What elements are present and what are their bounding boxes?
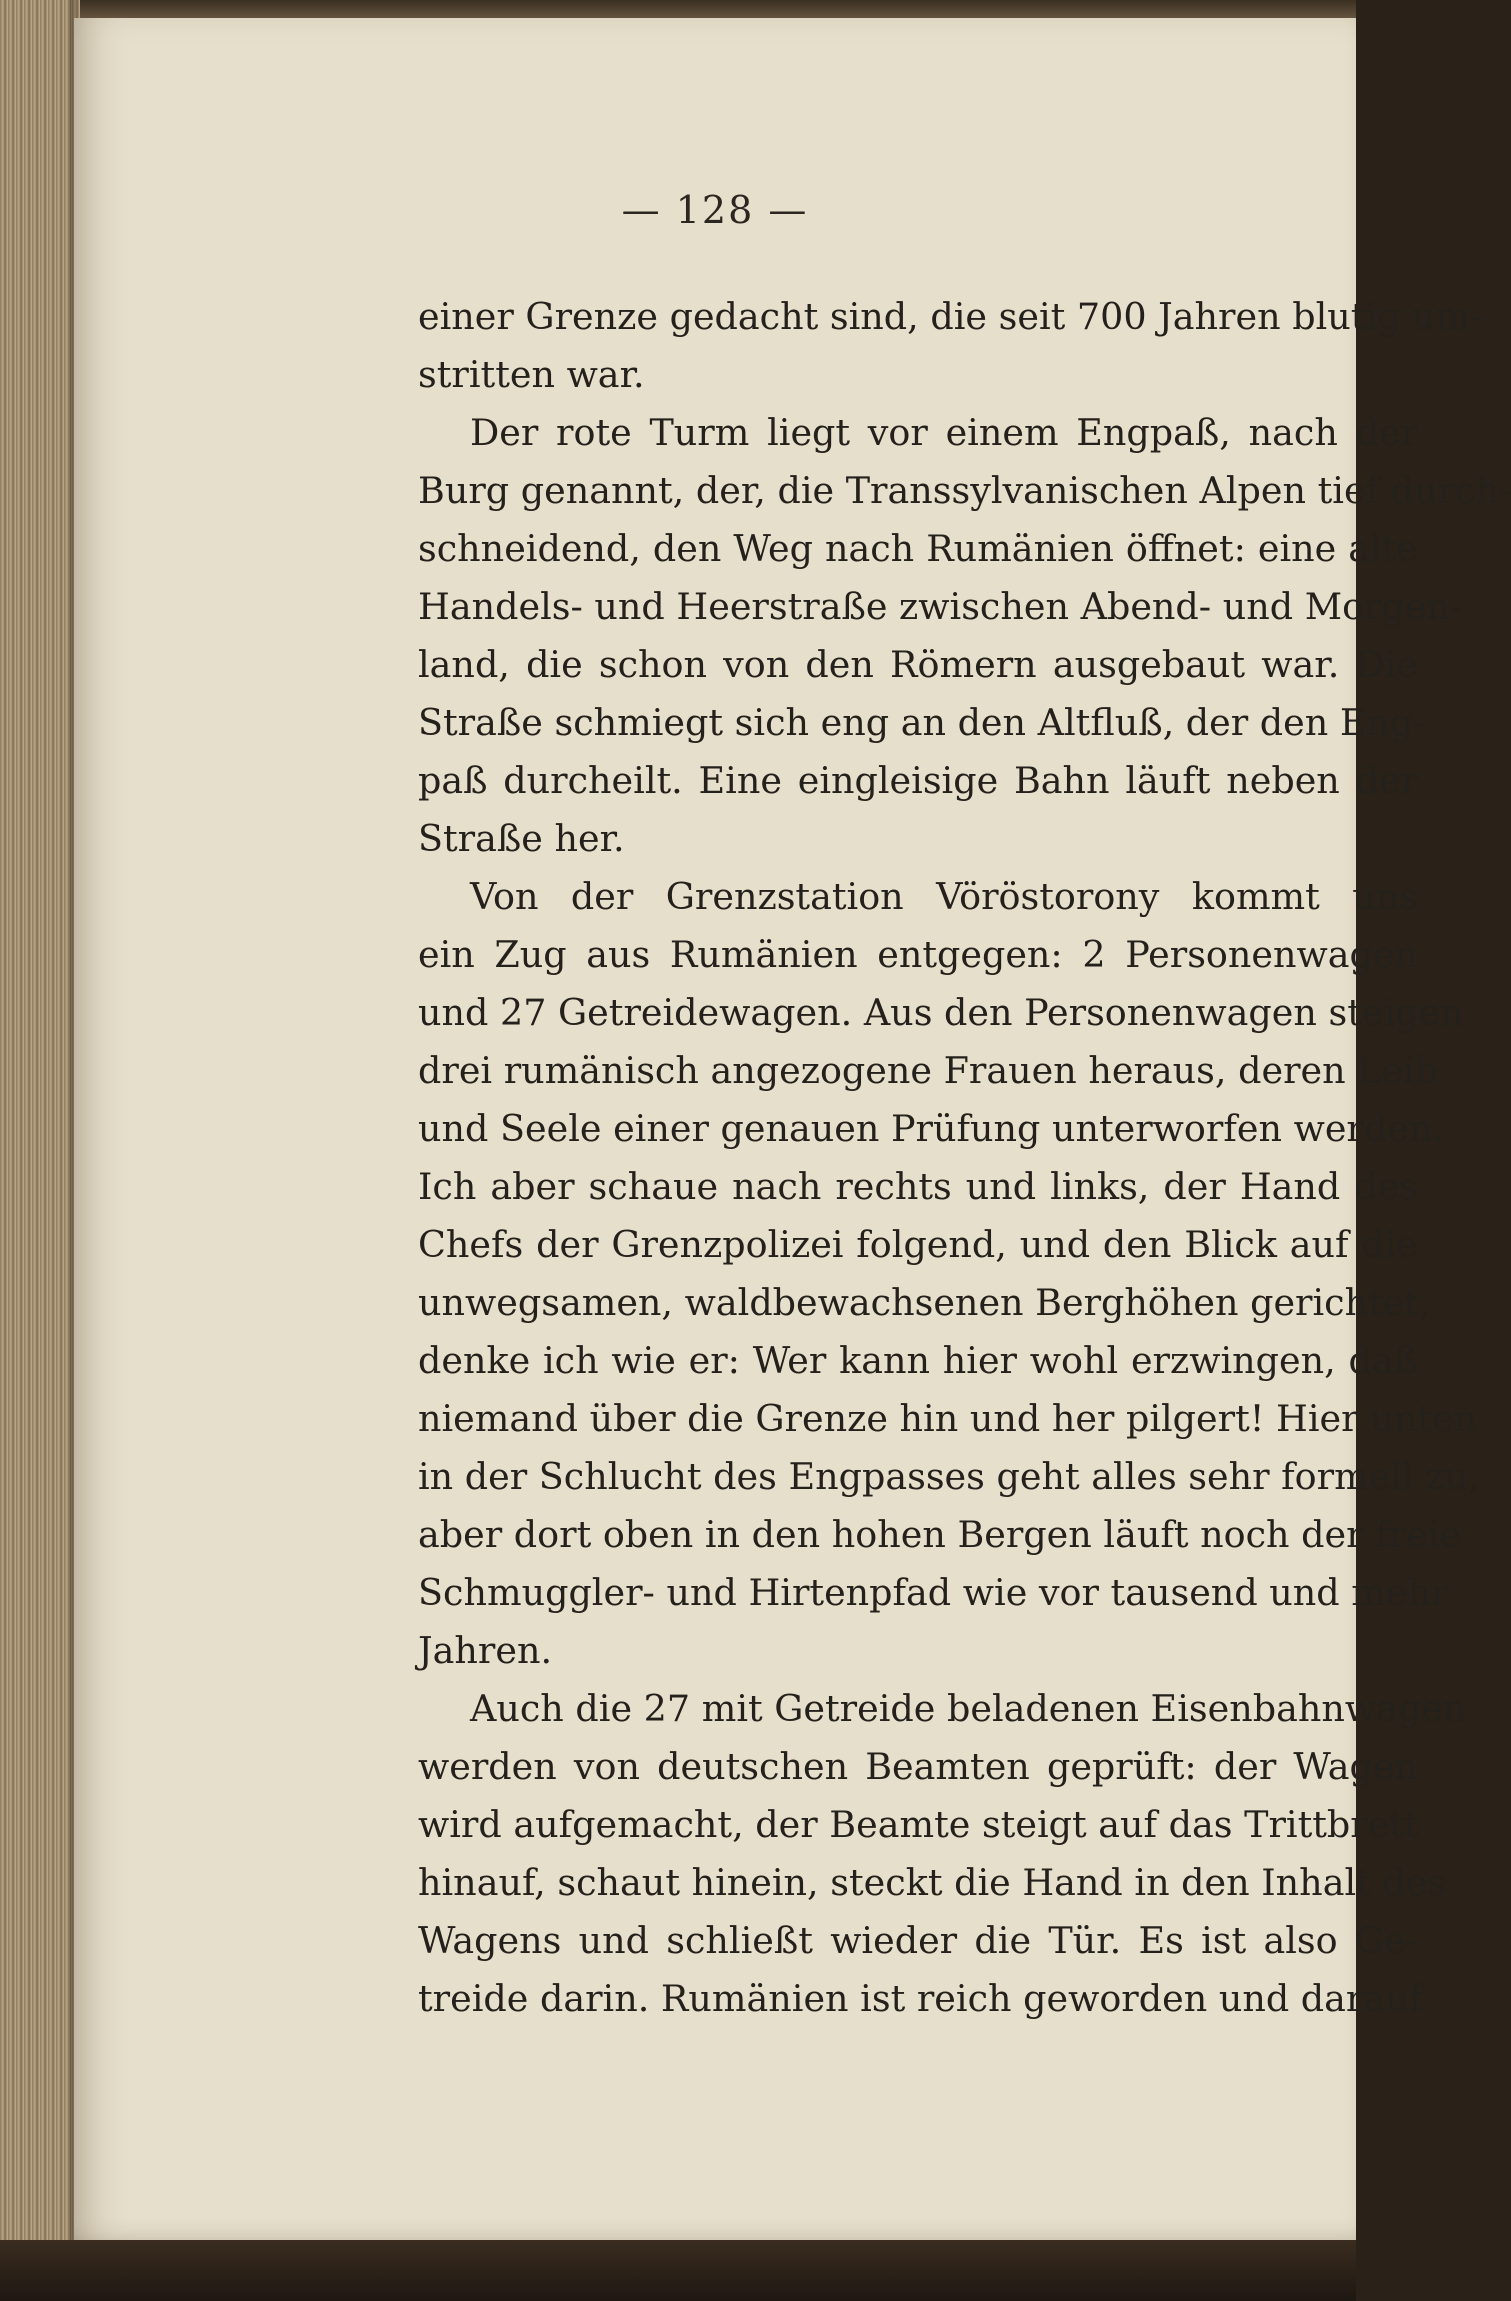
- text-line: niemand über die Grenze hin und her pilgert! Hier unten: [418, 1397, 1477, 1440]
- text-line: Von der Grenzstation Vöröstorony kommt uns: [470, 875, 1418, 918]
- text-line: Wagens und schließt wieder die Tür. Es ist also Ge-: [418, 1919, 1418, 1962]
- text-line: Ich aber schaue nach rechts und links, der Hand des: [418, 1165, 1418, 1208]
- text-line: Chefs der Grenzpolizei folgend, und den Blick auf die: [418, 1223, 1418, 1266]
- text-line: drei rumänisch angezogene Frauen heraus, deren Leib: [418, 1049, 1439, 1092]
- text-line: paß durcheilt. Eine eingleisige Bahn läuft neben der: [418, 759, 1418, 802]
- text-line: und 27 Getreidewagen. Aus den Personenwagen steigen: [418, 991, 1464, 1034]
- text-line: unwegsamen, waldbewachsenen Berghöhen gerichtet,: [418, 1281, 1431, 1324]
- body-text: [418, 288, 1511, 2028]
- text-line: Schmuggler- und Hirtenpfad wie vor tausend und mehr: [418, 1571, 1449, 1614]
- page-number: — 128 —: [621, 188, 809, 232]
- text-line: Straße her.: [418, 817, 625, 860]
- scan-bottom-edge: [0, 2240, 1356, 2301]
- text-line: stritten war.: [418, 353, 645, 396]
- book-page-edges: [0, 0, 80, 2301]
- text-line: Straße schmiegt sich eng an den Altfluß, der den Eng-: [418, 701, 1426, 744]
- book-page: [74, 18, 1511, 2248]
- text-line: schneidend, den Weg nach Rumänien öffnet: eine alte: [418, 527, 1418, 570]
- text-line: in der Schlucht des Engpasses geht alles sehr formell zu,: [418, 1455, 1480, 1498]
- text-line: und Seele einer genauen Prüfung unterworfen werden.: [418, 1107, 1444, 1150]
- text-line: wird aufgemacht, der Beamte steigt auf das Trittbrett: [418, 1803, 1419, 1846]
- text-line: treide darin. Rumänien ist reich geworden und darauf: [418, 1977, 1423, 2020]
- text-line: Jahren.: [418, 1629, 553, 1672]
- text-line: denke ich wie er: Wer kann hier wohl erzwingen, daß: [418, 1339, 1418, 1382]
- text-line: aber dort oben in den hohen Bergen läuft noch der freie: [418, 1513, 1461, 1556]
- text-line: hinauf, schaut hinein, steckt die Hand in den Inhalt des: [418, 1861, 1447, 1904]
- text-line: Der rote Turm liegt vor einem Engpaß, nach der: [470, 411, 1418, 454]
- text-line: ein Zug aus Rumänien entgegen: 2 Personenwagen: [418, 933, 1418, 976]
- text-line: einer Grenze gedacht sind, die seit 700 Jahren blutig um-: [418, 295, 1483, 338]
- text-line: land, die schon von den Römern ausgebaut war. Die: [418, 643, 1418, 686]
- text-line: werden von deutschen Beamten geprüft: der Wagen: [418, 1745, 1418, 1788]
- text-line: Handels- und Heerstraße zwischen Abend- und Morgen-: [418, 585, 1463, 628]
- text-line: Burg genannt, der, die Transsylvanischen Alpen tief durch-: [418, 469, 1511, 512]
- text-line: Auch die 27 mit Getreide beladenen Eisenbahnwagen: [470, 1687, 1467, 1730]
